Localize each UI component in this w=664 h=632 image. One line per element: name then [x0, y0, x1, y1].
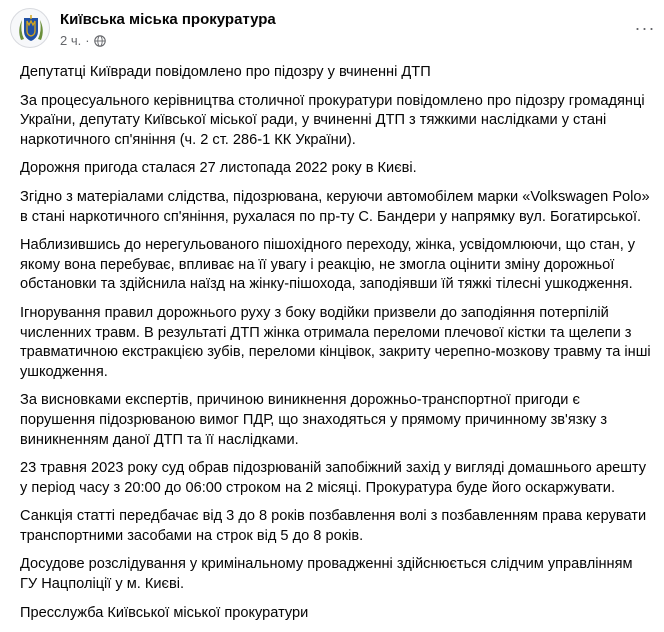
page-avatar[interactable] — [10, 8, 50, 48]
post-paragraph: Наблизившись до нерегульованого пішохідного переходу, жінка, усвідомлюючи, що стан, у якому вона перебуває, впливає на її увагу і реакцію, не змогла оцінити зміну дорожньої обстановки та здійснила наїзд на жінку-пішохода, заподіявши їй тяжкі тілесні ушкодження. — [20, 237, 636, 293]
post-paragraph: За процесуального керівництва столичної прокуратури повідомлено про підозру громадянці України, депутату Київської міської ради, у вчиненні ДТП з тяжкими наслідками у стані наркотичного сп'яніння (ч. 2 ст. 286-1 КК України). — [20, 92, 645, 148]
post-paragraph: Досудове розслідування у кримінальному провадженні здійснюється слідчим управлінням ГУ Нацполіції у м. Києві. — [20, 556, 633, 593]
post-header — [10, 8, 660, 52]
page-name-link[interactable]: Київська міська прокуратура — [60, 11, 276, 28]
post-meta — [60, 33, 106, 48]
meta-separator: · — [85, 33, 90, 48]
more-options-icon[interactable]: ··· — [634, 17, 656, 38]
post-timestamp[interactable]: 2 ч. — [60, 33, 82, 48]
post-paragraph: Ігнорування правил дорожнього руху з боку водійки призвели до заподіяння потерпілій численних травм. В результаті ДТП жінка отримала переломи плечової кістки та щелепи з травматичною екстракцією зубів, переломи кінцівок, закриту черепно-мозкову травму та інші ушкодження. — [20, 304, 651, 380]
post-paragraph: Дорожня пригода сталася 27 листопада 2022 року в Києві. — [20, 160, 417, 177]
post-paragraph: 23 травня 2023 року суд обрав підозрюваній запобіжний захід у вигляді домашнього арешту у період часу з 20:00 до 06:00 строком на 2 місяці. Прокуратура буде його оскаржувати. — [20, 460, 647, 496]
post-paragraph: Санкція статті передбачає від 3 до 8 років позбавлення волі з позбавленням права керувати транспортними засобами на строк від 5 до 8 років. — [20, 508, 647, 544]
post-paragraph: Депутатці Київради повідомлено про підозру у вчиненні ДТП — [20, 64, 431, 80]
post-paragraph: Згідно з матеріалами слідства, підозрювана, керуючи автомобілем марки «Volkswagen Polo» в стані наркотичного сп'яніння, рухалася по пр-ту С. Бандери у напрямку вул. Богатирської. — [20, 188, 650, 225]
post-text — [20, 63, 652, 632]
prosecutor-emblem-icon — [11, 9, 50, 48]
post-paragraph: За висновками експертів, причиною виникнення дорожньо-транспортної пригоди є порушення підозрюваною вимог ПДР, що знаходяться у прямому причинному зв'язку з виникненням даної ДТП та її наслідками. — [20, 392, 608, 448]
globe-icon[interactable] — [94, 35, 106, 47]
post-signature: Пресслужба Київської міської прокуратури — [20, 604, 309, 621]
